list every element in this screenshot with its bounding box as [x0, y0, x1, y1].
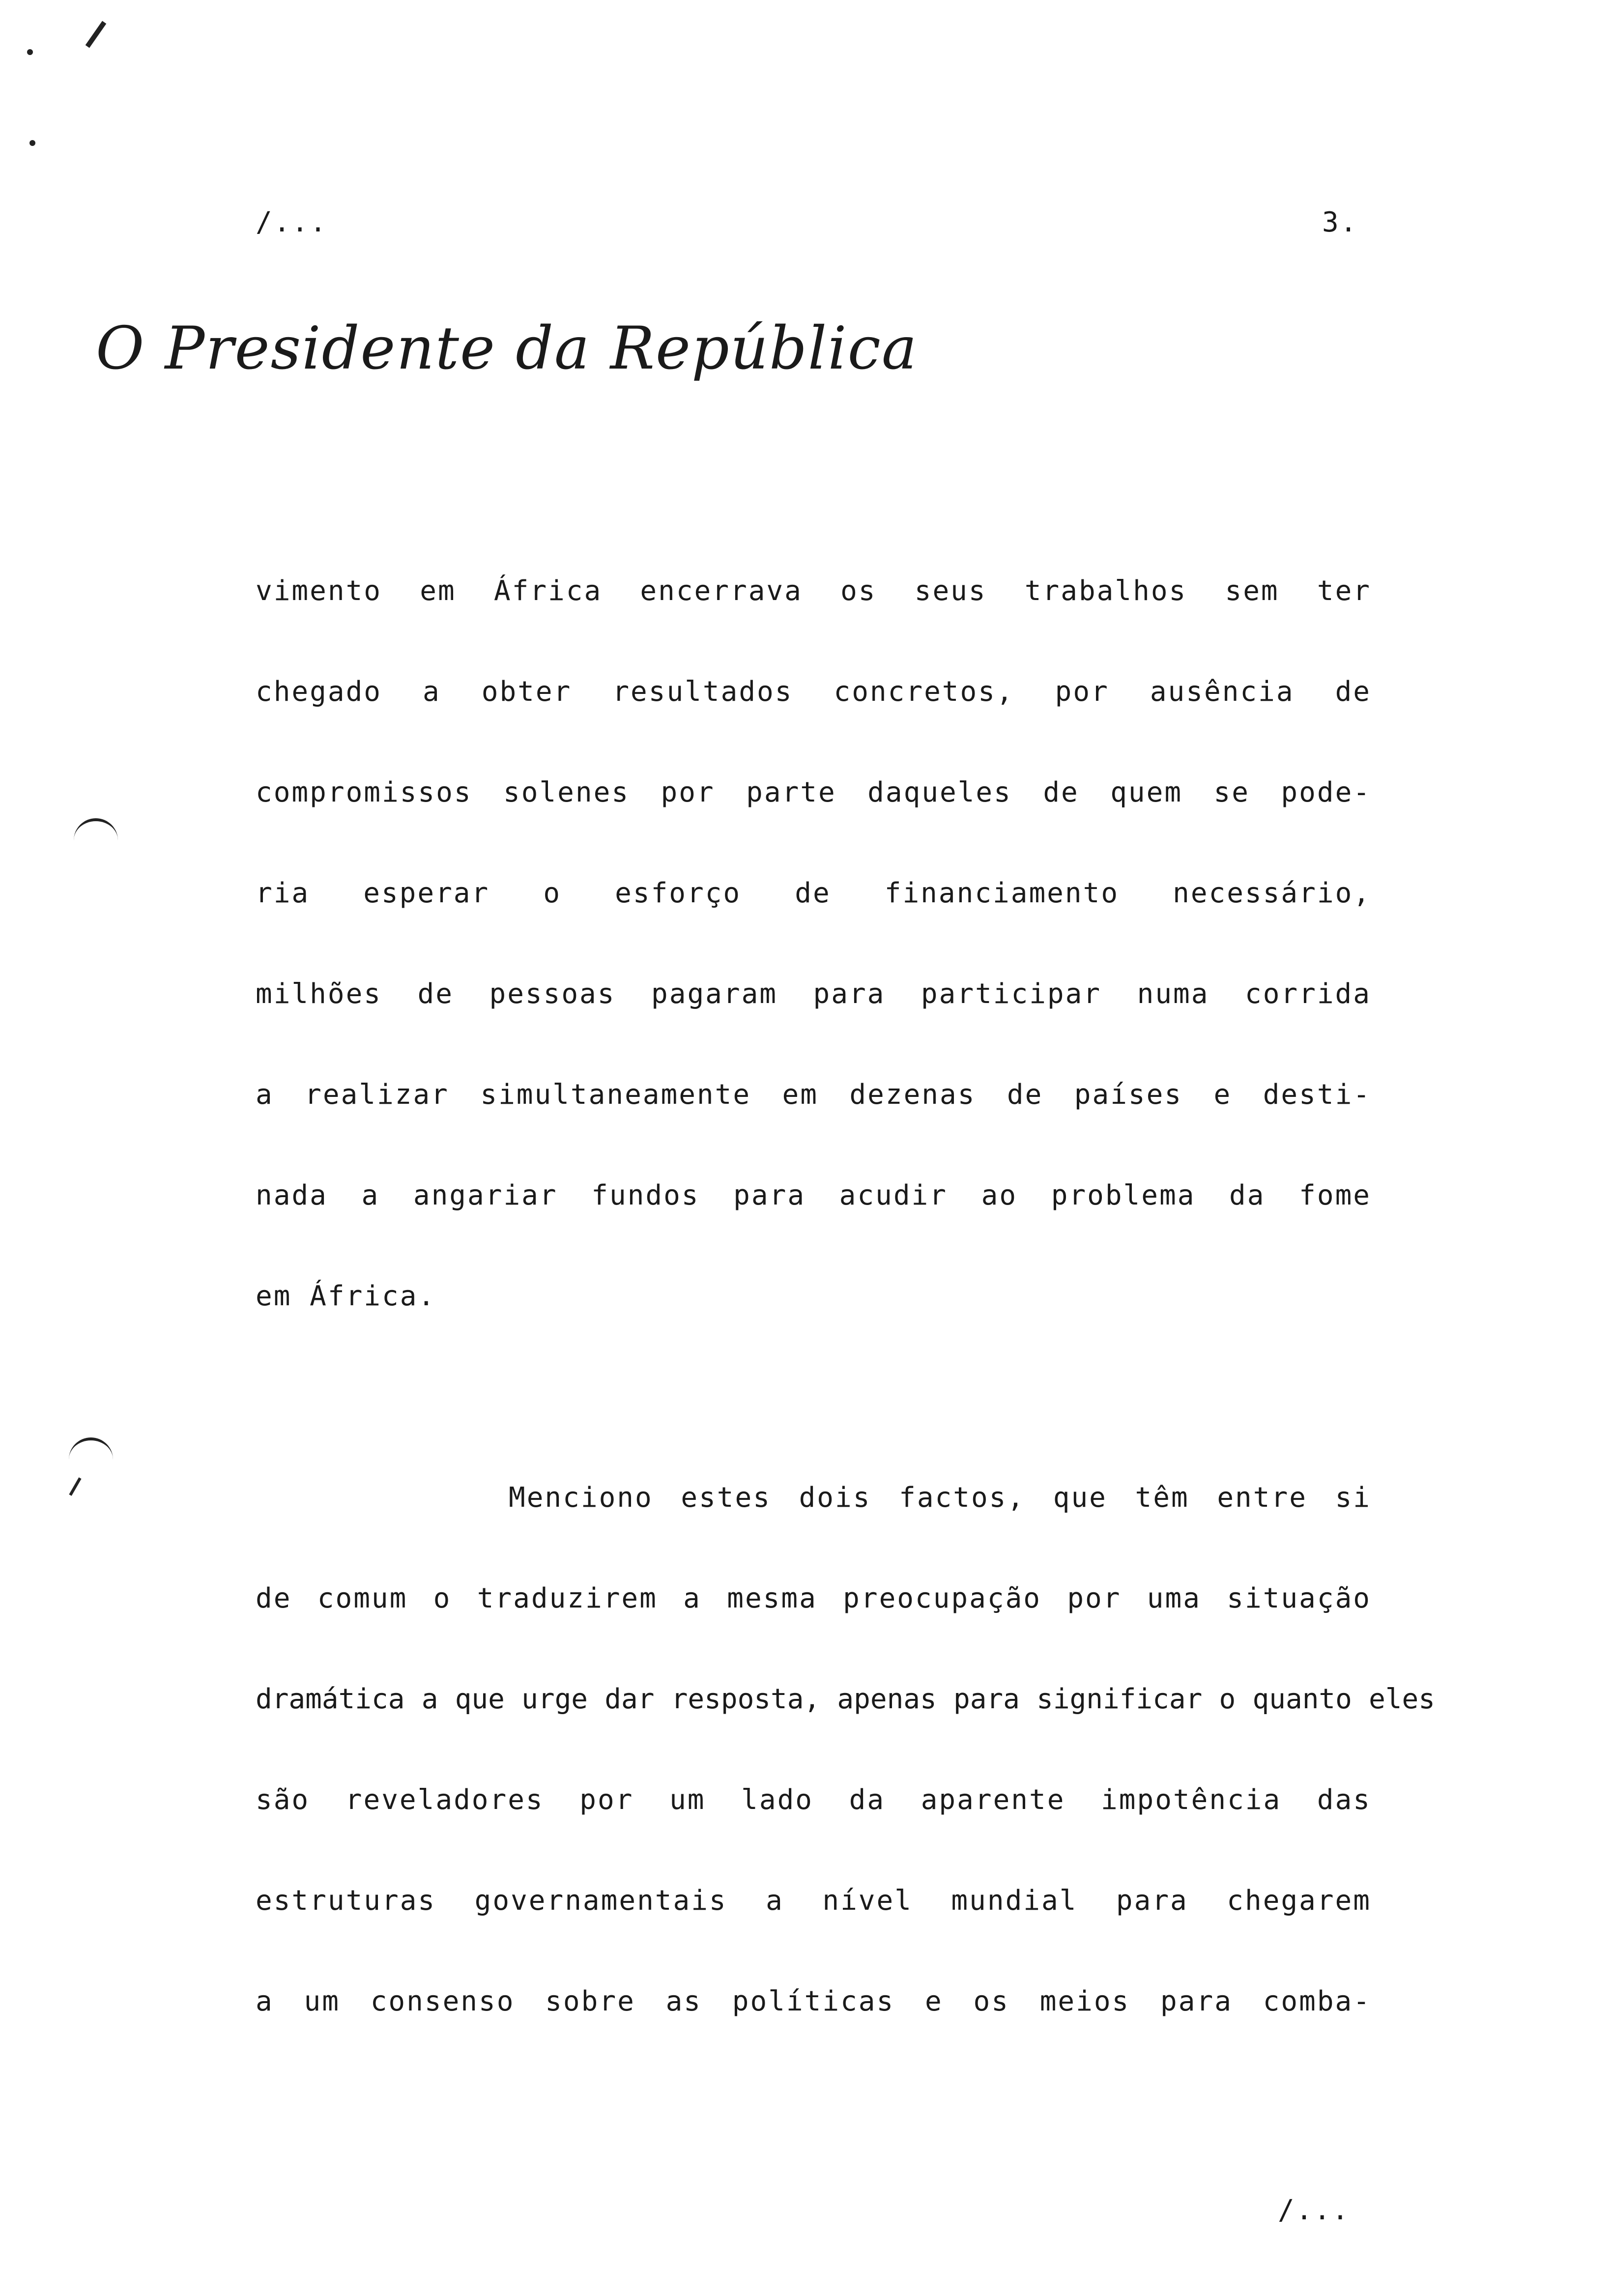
text-line: de comum o traduzirem a mesma preocupação por uma situação: [256, 1582, 1371, 1614]
scan-mark: [29, 140, 35, 146]
text-line: Menciono estes dois factos, que têm entre si: [509, 1482, 1371, 1514]
text-line: chegado a obter resultados concretos, por ausência de: [256, 676, 1371, 708]
text-line: vimento em África encerrava os seus trabalhos sem ter: [256, 575, 1371, 607]
text-line: milhões de pessoas pagaram para participar numa corrida: [256, 978, 1371, 1010]
continuation-marker-top: /...: [256, 206, 328, 238]
text-line: a realizar simultaneamente em dezenas de países e desti-: [256, 1079, 1371, 1111]
letterhead-presidente-da-republica: O Presidente da República: [96, 315, 918, 383]
text-line: estruturas governamentais a nível mundial para chegarem: [256, 1885, 1371, 1917]
text-line: em África.: [256, 1280, 436, 1312]
text-line: nada a angariar fundos para acudir ao problema da fome: [256, 1179, 1371, 1211]
scan-mark: [69, 1437, 113, 1460]
text-line: compromissos solenes por parte daqueles de quem se pode-: [256, 776, 1371, 808]
text-line: ria esperar o esforço de financiamento necessário,: [256, 877, 1371, 909]
text-line: dramática a que urge dar resposta, apenas para significar o quanto eles: [256, 1683, 1435, 1715]
scan-mark: [69, 1477, 81, 1496]
page-number: 3.: [1322, 206, 1358, 238]
text-line: a um consenso sobre as políticas e os meios para comba-: [256, 1985, 1371, 2017]
scan-mark: [27, 49, 33, 55]
scan-mark: [74, 818, 118, 841]
continuation-marker-bottom: /...: [1278, 2194, 1350, 2226]
scan-mark: [86, 21, 107, 48]
text-line: são reveladores por um lado da aparente impotência das: [256, 1784, 1371, 1816]
